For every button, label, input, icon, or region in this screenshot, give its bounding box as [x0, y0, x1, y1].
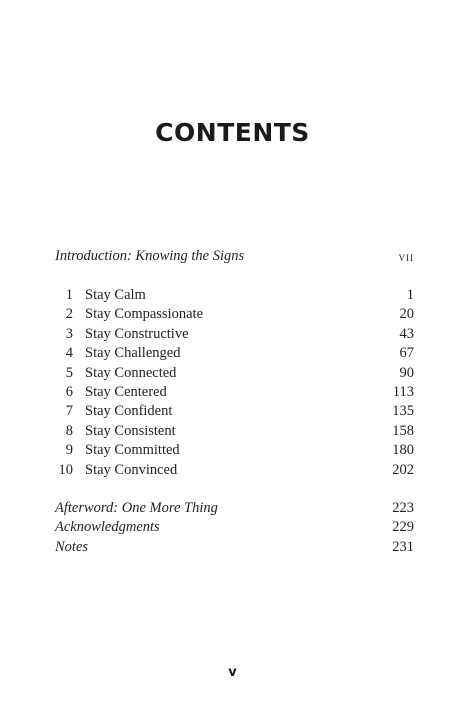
chapter-number: 10: [58, 461, 73, 478]
toc-entry-introduction: [55, 247, 414, 266]
toc-entry-notes: [55, 538, 414, 557]
toc-entry-title: Acknowledgments: [55, 519, 160, 536]
toc-chapter-row: [55, 344, 414, 363]
toc-entry-title: Notes: [55, 538, 89, 555]
toc-chapter-row: [55, 461, 414, 480]
chapter-number: 3: [65, 325, 73, 342]
page-number: v: [228, 665, 237, 680]
chapter-title: Stay Calm: [85, 287, 146, 303]
chapter-number: 1: [65, 287, 73, 303]
toc-entry-title: Afterword: One More Thing: [55, 500, 218, 516]
chapter-page: 67: [399, 345, 414, 362]
chapter-page: 90: [399, 364, 414, 381]
chapter-title: Stay Constructive: [85, 325, 189, 342]
chapter-title: Stay Challenged: [85, 345, 181, 362]
chapter-number: 8: [65, 422, 73, 439]
toc-entry-afterword: [55, 499, 414, 518]
chapter-title: Stay Committed: [85, 442, 180, 459]
chapter-number: 4: [65, 345, 73, 362]
chapter-page: 180: [392, 442, 414, 459]
toc-entry-acknowledgments: [55, 518, 414, 537]
toc-entry-page: 231: [392, 538, 414, 555]
chapter-title: Stay Consistent: [85, 422, 176, 439]
toc-chapter-row: [55, 402, 414, 421]
chapter-number: 5: [65, 364, 73, 381]
toc-chapter-row: [55, 325, 414, 344]
toc-chapter-row: [55, 305, 414, 324]
chapter-page: 20: [399, 306, 414, 323]
chapter-number: 2: [65, 306, 73, 323]
chapter-page: 113: [392, 383, 414, 400]
toc-entry-title: Introduction: Knowing the Signs: [55, 248, 245, 264]
toc-entry-page: 229: [392, 519, 414, 536]
chapter-number: 7: [65, 403, 73, 420]
chapter-page: 135: [392, 403, 414, 420]
page-title: CONTENTS: [155, 118, 310, 147]
chapter-title: Stay Connected: [85, 364, 177, 381]
chapter-number: 6: [65, 383, 73, 400]
toc-chapter-row: [55, 286, 414, 305]
chapter-number: 9: [65, 442, 73, 459]
toc-entry-page: 223: [392, 500, 414, 516]
chapter-title: Stay Convinced: [85, 461, 178, 478]
toc-entry-page: vii: [398, 249, 414, 264]
toc-chapters-list: [55, 286, 414, 480]
chapter-page: 1: [406, 287, 414, 303]
toc-back-matter-list: [55, 499, 414, 557]
chapter-page: 202: [392, 461, 414, 478]
toc-chapter-row: [55, 441, 414, 460]
chapter-page: 43: [399, 325, 414, 342]
chapter-title: Stay Confident: [85, 403, 173, 420]
chapter-title: Stay Centered: [85, 383, 167, 400]
chapter-title: Stay Compassionate: [85, 306, 204, 323]
toc-chapter-row: [55, 422, 414, 441]
toc-chapter-row: [55, 364, 414, 383]
toc-chapter-row: [55, 383, 414, 402]
chapter-page: 158: [392, 422, 414, 439]
toc-intro-section: [55, 247, 414, 266]
